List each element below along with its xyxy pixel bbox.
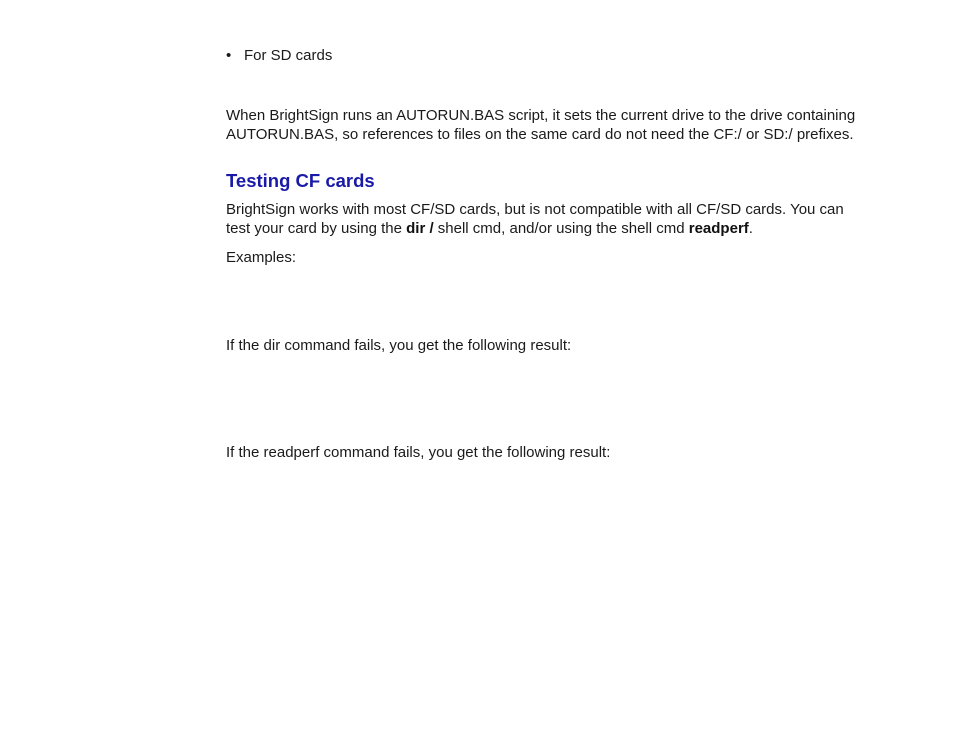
intro-bold-readperf: readperf <box>688 220 749 237</box>
bullet-text: For SD cards <box>244 47 333 64</box>
intro-text-3: . <box>748 220 753 237</box>
dir-fail-paragraph: If the dir command fails, you get the following result: <box>226 337 572 354</box>
section-heading: Testing CF cards <box>226 170 375 191</box>
intro-bold-dir: dir / <box>406 220 434 237</box>
intro-paragraph <box>226 200 866 238</box>
intro-text-1: BrightSign works with most CF/SD cards, but is not compatible with all CF/SD cards. You can test your card by using the <box>226 201 844 237</box>
readperf-fail-paragraph: If the readperf command fails, you get the following result: <box>226 444 611 461</box>
examples-label: Examples: <box>226 249 297 266</box>
intro-text-2: shell cmd, and/or using the shell cmd <box>433 220 689 237</box>
drive-paragraph: When BrightSign runs an AUTORUN.BAS script, it sets the current drive to the drive containing AUTORUN.BAS, so references to files on the same card do not need the CF:/ or SD:/ prefixes. <box>226 107 856 143</box>
bullet-symbol: • <box>226 47 232 64</box>
bullet-list-item <box>226 46 332 66</box>
